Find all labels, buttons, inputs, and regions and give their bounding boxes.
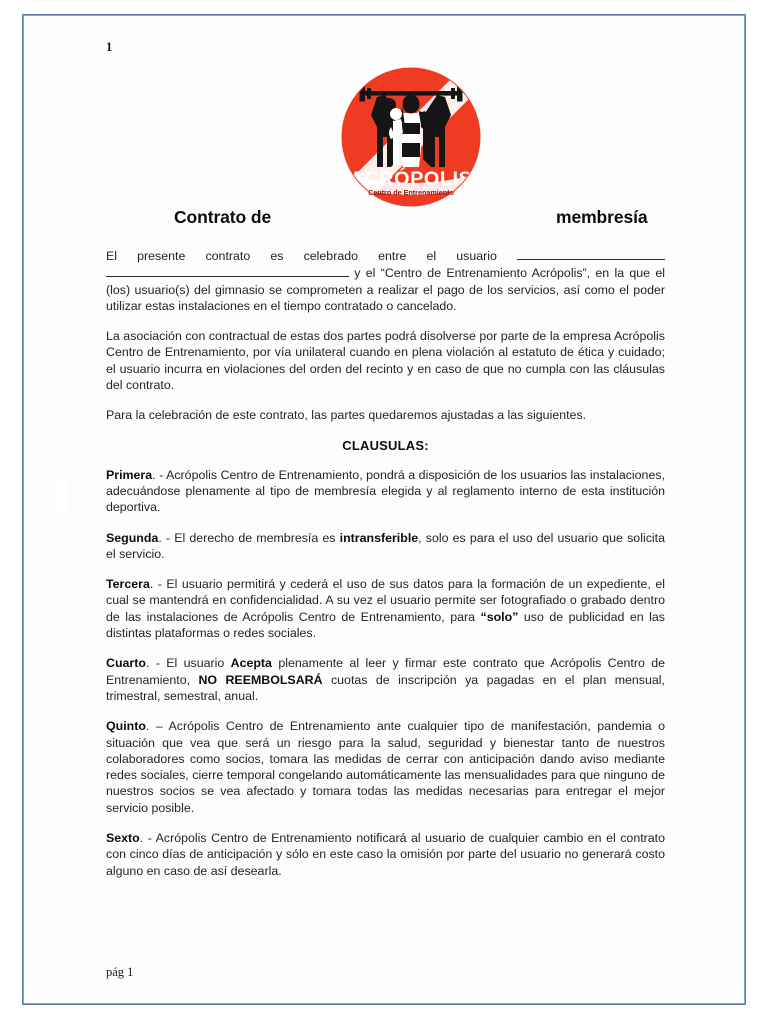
clause-cuarto-emphasis-1: Acepta [230,656,272,671]
logo-svg [341,67,481,207]
clause-sexto-sep: . - [139,831,156,846]
page-footer: pág 1 [106,965,134,979]
clause-cuarto-text-2: plenamente al leer y firmar este contrato que Acrópolis Centro de Entrenamiento, [106,656,665,687]
clause-segunda-text-1: El derecho de membresía es [174,530,340,545]
clause-primera [106,467,665,516]
clause-tercera-sep: . - [149,577,167,592]
blank-field-user-2[interactable] [106,264,349,277]
paragraph-dissolution: La asociación con contractual de estas dos partes podrá disolverse por parte de la empresa Acrópolis Centro de Entrenamiento, por vía unilateral cuando en plena violación al estatuto de ética y cuidado; el usuario incurra en violaciones del orden del recinto y en caso de que no cumpla con las cláusulas del contrato. [106,329,665,393]
document-content [106,40,665,878]
clause-tercera-text-1: El usuario permitirá y cederá el uso de sus datos para la formación de un expediente, el cual se mantendrá en confidencialidad. A su vez el usuario permite ser fotografiado o grabado dentro de las instalaciones de Acrópolis Centro de Entrenamiento, para [106,577,665,624]
clause-tercera-text-2: uso de publicidad en las distintas plataformas o redes sociales. [106,609,665,641]
document-page [22,14,746,1005]
page-marker-top: 1 [106,40,113,54]
clause-cuarto [106,655,665,704]
acropolis-gym-logo [341,67,481,207]
document-body [106,247,665,879]
title-right: membresía [556,207,648,227]
clause-tercera-label: Tercera [106,577,150,592]
clause-cuarto-emphasis-2: NO REEMBOLSARÁ [198,672,323,687]
clause-tercera-emphasis: “solo” [480,609,519,624]
clause-segunda-label: Segunda [106,530,159,545]
clause-cuarto-text-3: cuotas de inscripción ya pagadas en el plan mensual, trimestral, semestral, anual. [106,672,665,703]
clause-quinto-sep: . – [145,719,169,734]
clause-segunda [106,530,665,563]
page-title [106,207,665,237]
clause-primera-text: Acrópolis Centro de Entrenamiento, pondrá a disposición de los usuarios las instalaciones, adecuándose plenamente al tipo de membresía elegida y al reglamento interno de esta institución deportiva. [106,467,665,515]
clause-cuarto-label: Cuarto [106,656,146,671]
clause-sexto-label: Sexto [106,831,140,846]
clausulas-heading: CLAUSULAS: [342,437,429,453]
intro-text-mid: y el “Centro de Entrenamiento Acrópolis”, en la que el (los) usuario(s) del gimnasio se comprometen a realizar el pago de los servicios, así como el poder utilizar estas instalaciones en el tiempo contratado o cancelado. [106,266,665,313]
clause-sexto-text: Acrópolis Centro de Entrenamiento notificará al usuario de cualquier cambio en el contrato con cinco días de anticipación y sólo en este caso la omisión por parte del usuario no generará costo alguno en caso de así desearla. [106,831,665,878]
clause-segunda-sep: . - [158,530,175,545]
logo-brand-text: ACRÓPOLIS [349,168,473,190]
clause-primera-label: Primera [106,467,153,482]
clause-quinto [106,718,665,816]
clause-quinto-label: Quinto [106,719,146,734]
clause-cuarto-text-1: El usuario [166,656,231,671]
blank-field-user-1[interactable] [517,247,665,260]
paragraph-intro [106,247,665,314]
paragraph-celebration: Para la celebración de este contrato, las partes quedaremos ajustadas a las siguientes. [106,408,587,423]
clause-cuarto-sep: . - [145,656,167,671]
clause-tercera [106,576,665,641]
scan-artifact [59,473,68,519]
clause-segunda-emphasis: intransferible [339,530,419,545]
clause-sexto [106,830,665,879]
intro-text-pre: El presente contrato es celebrado entre el usuario [106,249,497,263]
clause-primera-sep: . - [152,467,167,482]
logo-tagline-text: Centro de Entrenamiento [368,188,454,197]
title-left: Contrato de [174,207,272,227]
clause-segunda-text-2: , solo es para el uso del usuario que solicita el servicio. [106,530,665,561]
clause-quinto-text: Acrópolis Centro de Entrenamiento ante cualquier tipo de manifestación, pandemia o situación que vea que será un riesgo para la salud, seguridad y bienestar tanto de nuestros colaboradores como socios, tomara las medidas de cerrar con anticipación dando aviso mediante redes sociales, cierre temporal congelando automáticamente las mensualidades para que ninguno de nuestros socios se vea afectado y tomara todas las medidas necesarias para entregar el mejor servicio posible. [106,719,665,815]
